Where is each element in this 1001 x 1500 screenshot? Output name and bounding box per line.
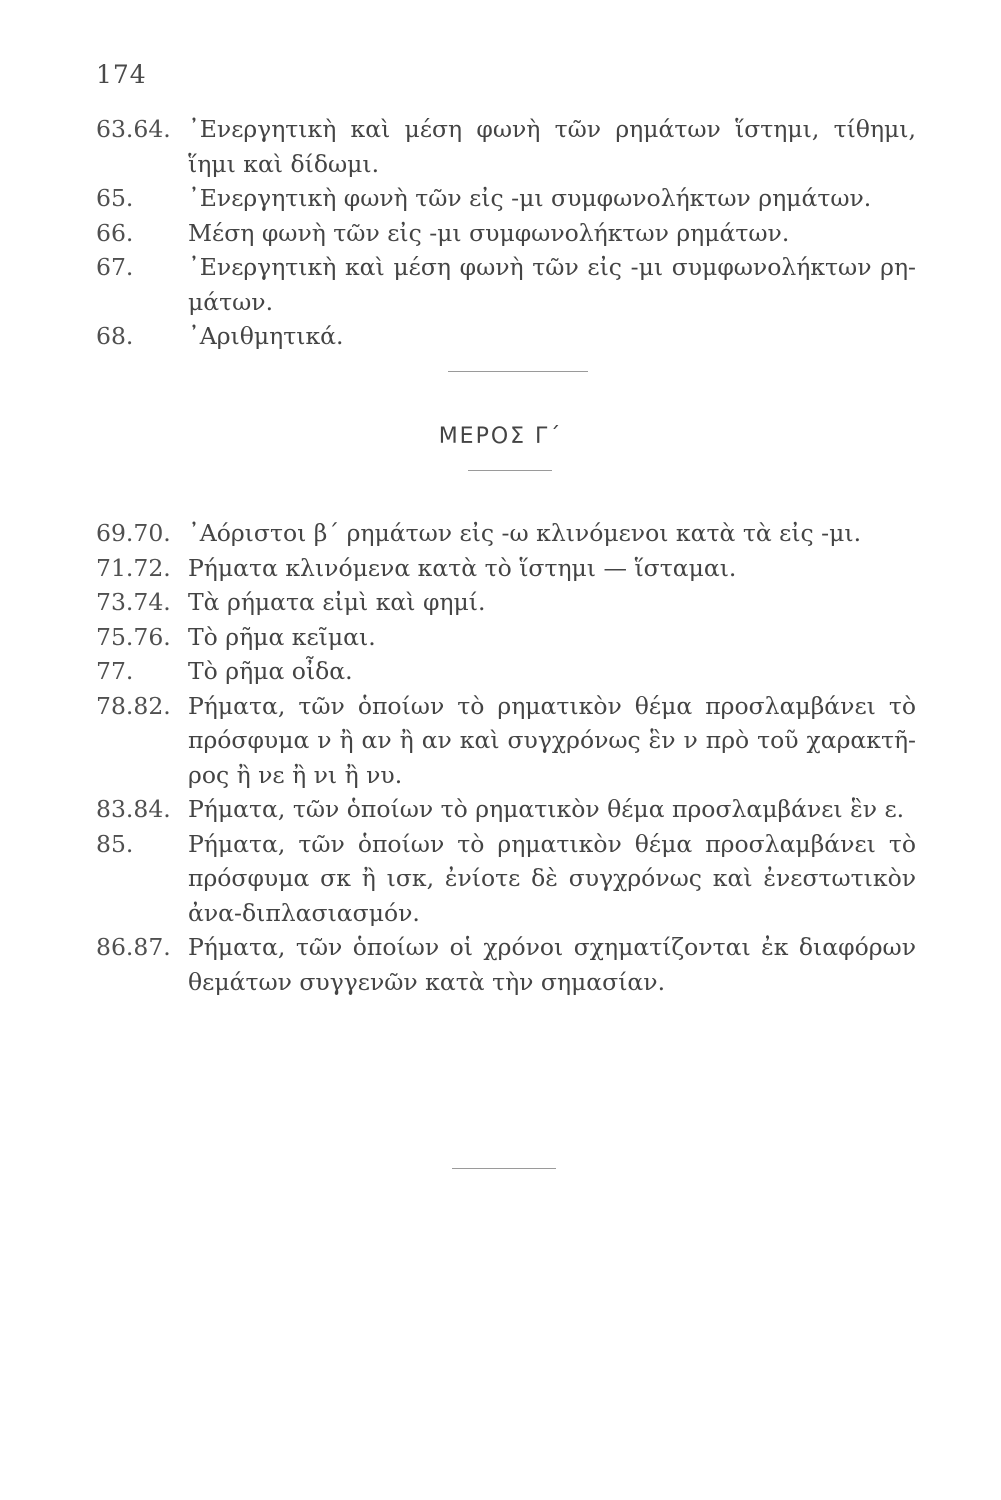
entry-number: 75.76.	[96, 622, 171, 651]
entry-number: 67.	[96, 253, 134, 281]
contents-entry	[96, 319, 916, 354]
contents-list-part-two	[96, 112, 916, 354]
entry-number: 65.	[96, 184, 134, 212]
entry-title: Μέση φωνὴ τῶν εἰς -μι συμφωνολήκτων ρημάτων.	[188, 218, 790, 247]
section-divider-bottom	[468, 470, 552, 471]
contents-entry	[96, 112, 916, 181]
contents-entry	[96, 689, 916, 793]
entry-title: Τὸ ρῆμα οἶδα.	[188, 657, 353, 685]
end-divider	[452, 1168, 556, 1169]
section-divider-top	[448, 371, 588, 372]
contents-entry	[96, 654, 916, 689]
entry-number: 63.64.	[96, 115, 171, 143]
entry-title: ᾿Αόριστοι β΄ ρημάτων εἰς -ω κλινόμενοι κατὰ τὰ εἰς -μι.	[188, 519, 862, 547]
contents-entry	[96, 620, 916, 655]
entry-title: Ρήματα, τῶν ὁποίων τὸ ρηματικὸν θέμα προσλαμβάνει τὸ πρόσφυμα ν ἢ αν ἢ αν καὶ συγχρόνως ἓν ν πρὸ τοῦ χαρακτῆ-ρος ἢ νε ἢ νι ἢ νυ.	[188, 691, 916, 789]
entry-title: Ρήματα, τῶν ὁποίων τὸ ρηματικὸν θέμα προσλαμβάνει τὸ πρόσφυμα σκ ἢ ισκ, ἐνίοτε δὲ συγχρόνως καὶ ἐνεστωτικὸν ἀνα-διπλασιασμόν.	[188, 829, 916, 927]
contents-entry	[96, 516, 916, 551]
entry-number: 73.74.	[96, 588, 171, 616]
contents-entry	[96, 181, 916, 216]
entry-title: Ρήματα κλινόμενα κατὰ τὸ ἵστημι — ἵσταμαι.	[188, 553, 737, 582]
entry-number: 69.70.	[96, 519, 171, 547]
page-number: 174	[96, 60, 147, 89]
contents-entry	[96, 216, 916, 251]
entry-title: Ρήματα, τῶν ὁποίων οἱ χρόνοι σχηματίζονται ἐκ διαφόρων θεμάτων συγγενῶν κατὰ τὴν σημασίαν.	[188, 933, 916, 996]
entry-number: 77.	[96, 657, 134, 685]
entry-number: 66.	[96, 218, 134, 247]
entry-number: 71.72.	[96, 553, 171, 582]
contents-entry	[96, 827, 916, 931]
entry-title: Ρήματα, τῶν ὁποίων τὸ ρηματικὸν θέμα προσλαμβάνει ἓν ε.	[188, 795, 905, 823]
contents-entry	[96, 250, 916, 319]
entry-title: ᾿Ενεργητικὴ καὶ μέση φωνὴ τῶν εἰς -μι συμφωνολήκτων ρη-μάτων.	[188, 253, 916, 316]
entry-title: Τὸ ρῆμα κεῖμαι.	[188, 622, 376, 651]
contents-entry	[96, 551, 916, 586]
entry-title: ᾿Ενεργητικὴ καὶ μέση φωνὴ τῶν ρημάτων ἵστημι, τίθημι, ἵημι καὶ δίδωμι.	[188, 115, 916, 178]
contents-entry	[96, 792, 916, 827]
section-heading: ΜΕΡΟΣ Γ΄	[438, 424, 563, 449]
entry-title: ᾿Ενεργητικὴ φωνὴ τῶν εἰς -μι συμφωνολήκτων ρημάτων.	[188, 184, 872, 212]
entry-number: 86.87.	[96, 933, 171, 961]
entry-number: 78.82.	[96, 691, 171, 720]
entry-number: 85.	[96, 829, 134, 858]
entry-number: 68.	[96, 322, 134, 350]
contents-entry	[96, 585, 916, 620]
contents-list-part-three	[96, 516, 916, 999]
entry-title: ᾿Αριθμητικά.	[188, 322, 344, 350]
contents-entry	[96, 930, 916, 999]
entry-number: 83.84.	[96, 795, 171, 823]
entry-title: Τὰ ρήματα εἰμὶ καὶ φημί.	[188, 588, 486, 616]
